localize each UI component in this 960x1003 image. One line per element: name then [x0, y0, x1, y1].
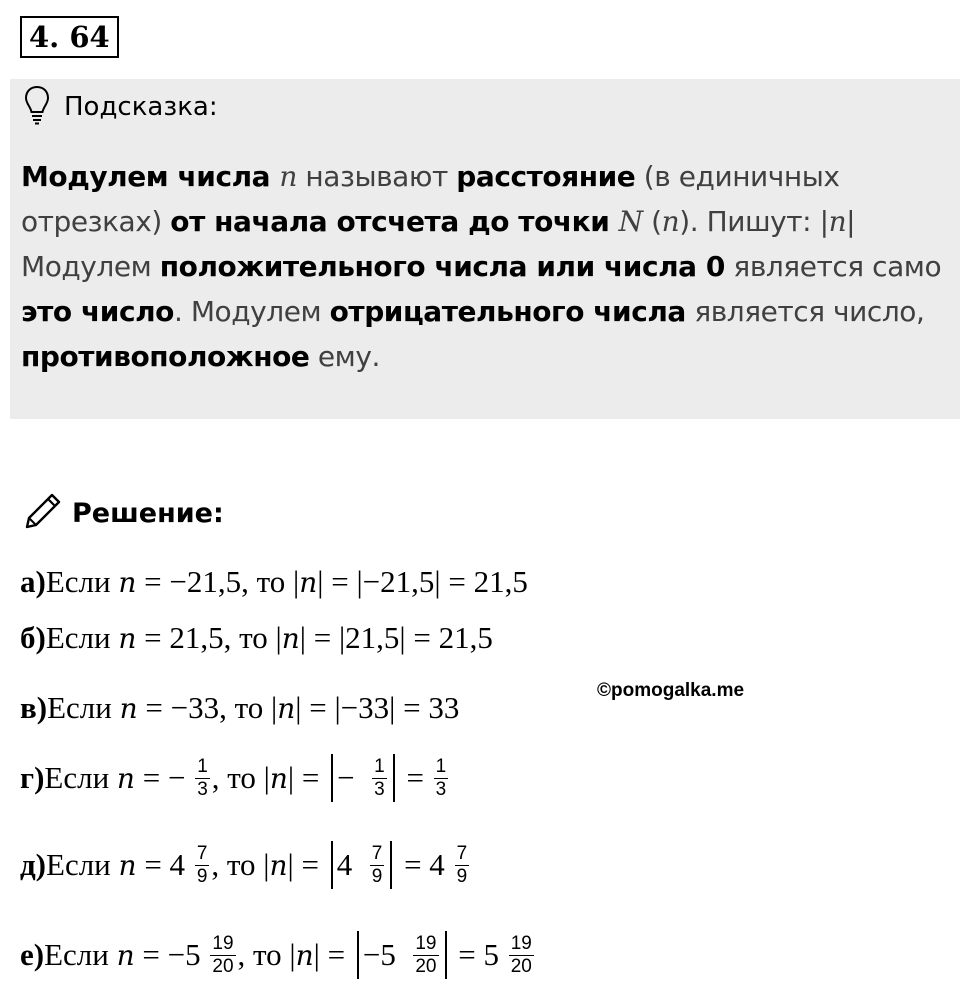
fraction	[509, 934, 534, 977]
row-text: , то |	[237, 937, 296, 972]
fraction	[370, 844, 385, 887]
hint-math-symbol: N	[618, 205, 643, 238]
fraction-denominator: 3	[197, 778, 208, 800]
hint-text-fragment: расстояние	[456, 160, 636, 193]
row-text: | =	[313, 937, 353, 972]
fraction	[210, 934, 235, 977]
absolute-value-bar	[331, 754, 333, 802]
hint-text-fragment: Модулем	[21, 250, 160, 283]
row-text: Если	[44, 760, 117, 795]
row-label: д)	[20, 847, 47, 882]
fraction	[372, 757, 387, 800]
row-text: = 4	[136, 847, 193, 882]
lightbulb-icon	[24, 85, 50, 129]
solution-row	[20, 683, 459, 733]
absolute-value-bar	[357, 931, 359, 979]
row-text: | = |21,5| = 21,5	[299, 620, 493, 655]
fraction-numerator: 7	[371, 842, 383, 864]
row-text: , то |	[211, 760, 270, 795]
row-text: | = |−33| = 33	[295, 690, 460, 725]
solution-row	[20, 613, 493, 663]
fraction-denominator: 3	[435, 778, 447, 800]
row-label: а)	[20, 564, 46, 599]
row-text: | = |−21,5| = 21,5	[317, 564, 528, 599]
math-variable: n	[116, 761, 135, 795]
hint-text-fragment: положительного числа или числа 0	[159, 250, 725, 283]
math-variable: n	[119, 691, 138, 725]
row-text: =	[398, 760, 432, 795]
math-variable: n	[295, 938, 314, 972]
hint-title: Подсказка:	[64, 92, 218, 122]
solution-title: Решение:	[72, 497, 224, 529]
absolute-value-bar	[445, 931, 447, 979]
fraction-numerator: 19	[212, 932, 234, 954]
hint-text-fragment: ). Пишут: |	[679, 205, 829, 238]
fraction	[195, 757, 210, 800]
hint-math-symbol: n	[279, 160, 297, 193]
fraction-numerator: 7	[456, 842, 468, 864]
fraction-numerator: 1	[374, 755, 385, 777]
fraction-numerator: 7	[196, 842, 208, 864]
solution-row	[20, 557, 528, 607]
hint-header	[24, 84, 218, 130]
math-variable: n	[269, 848, 288, 882]
row-text: , то |	[211, 847, 270, 882]
math-variable: n	[118, 848, 137, 882]
row-label: г)	[20, 760, 45, 795]
math-variable: n	[269, 761, 288, 795]
row-text: | =	[287, 847, 327, 882]
row-label: е)	[20, 937, 45, 972]
watermark: ©pomogalka.me	[597, 680, 745, 701]
fraction-numerator: 1	[435, 755, 447, 777]
row-text: Если	[47, 690, 120, 725]
row-text: | =	[287, 760, 328, 795]
row-text: = −33, то |	[137, 690, 278, 725]
math-variable: n	[281, 621, 300, 655]
math-variable: n	[277, 691, 296, 725]
fraction-denominator: 20	[510, 955, 532, 977]
hint-text-fragment: это число	[21, 295, 174, 328]
fraction-numerator: 19	[415, 932, 437, 954]
row-text: = 5	[450, 937, 507, 972]
fraction-denominator: 20	[212, 955, 234, 977]
row-label: б)	[20, 620, 46, 655]
task-number: 4. 64	[20, 16, 119, 58]
hint-text-fragment: от начала отсчета до точки	[170, 205, 619, 238]
fraction-denominator: 20	[415, 955, 437, 977]
row-text: Если	[46, 847, 119, 882]
fraction-denominator: 9	[456, 865, 468, 887]
fraction	[434, 757, 449, 800]
hint-text-fragment: называют	[296, 160, 457, 193]
row-text: 4	[336, 847, 368, 882]
pencil-icon	[22, 490, 64, 536]
absolute-value-bar	[390, 841, 392, 889]
hint-math-symbol: n	[661, 205, 680, 238]
fraction-denominator: 9	[196, 865, 208, 887]
hint-text	[21, 154, 946, 379]
fraction	[195, 844, 210, 887]
math-variable: n	[116, 938, 135, 972]
row-text: Если	[45, 564, 119, 599]
row-text: = −	[134, 760, 194, 795]
hint-text-fragment: (	[642, 205, 662, 238]
hint-text-fragment: отрицательного числа	[329, 295, 686, 328]
hint-text-fragment: ему.	[309, 340, 380, 373]
hint-math-symbol: n	[828, 205, 847, 238]
hint-text-fragment: противоположное	[21, 340, 310, 373]
solution-header	[22, 490, 224, 536]
row-text: Если	[45, 620, 119, 655]
hint-text-fragment: является само	[724, 250, 942, 283]
solution-row	[20, 930, 536, 980]
math-variable: n	[118, 621, 137, 655]
row-label: в)	[20, 690, 48, 725]
row-text: = −5	[134, 937, 209, 972]
hint-text-fragment: является число,	[685, 295, 925, 328]
hint-text-fragment: (в единичных отрезках)	[21, 160, 840, 238]
absolute-value-bar	[331, 841, 333, 889]
hint-text-fragment: . Модулем	[173, 295, 330, 328]
fraction	[455, 844, 470, 887]
fraction	[413, 934, 438, 977]
row-text: −5	[362, 937, 412, 972]
hint-text-fragment: |	[846, 205, 856, 238]
row-text: = 21,5, то |	[136, 620, 282, 655]
solution-row	[20, 753, 450, 803]
math-variable: n	[299, 565, 318, 599]
fraction-denominator: 9	[371, 865, 383, 887]
solution-row	[20, 840, 471, 890]
fraction-numerator: 19	[510, 932, 532, 954]
fraction-numerator: 1	[197, 755, 208, 777]
row-text: = 4	[396, 847, 453, 882]
row-text: −	[337, 760, 371, 795]
row-text: Если	[44, 937, 117, 972]
fraction-denominator: 3	[374, 778, 385, 800]
row-text: = −21,5, то |	[136, 564, 300, 599]
hint-text-fragment: Модулем числа	[21, 160, 280, 193]
absolute-value-bar	[393, 754, 395, 802]
math-variable: n	[118, 565, 137, 599]
